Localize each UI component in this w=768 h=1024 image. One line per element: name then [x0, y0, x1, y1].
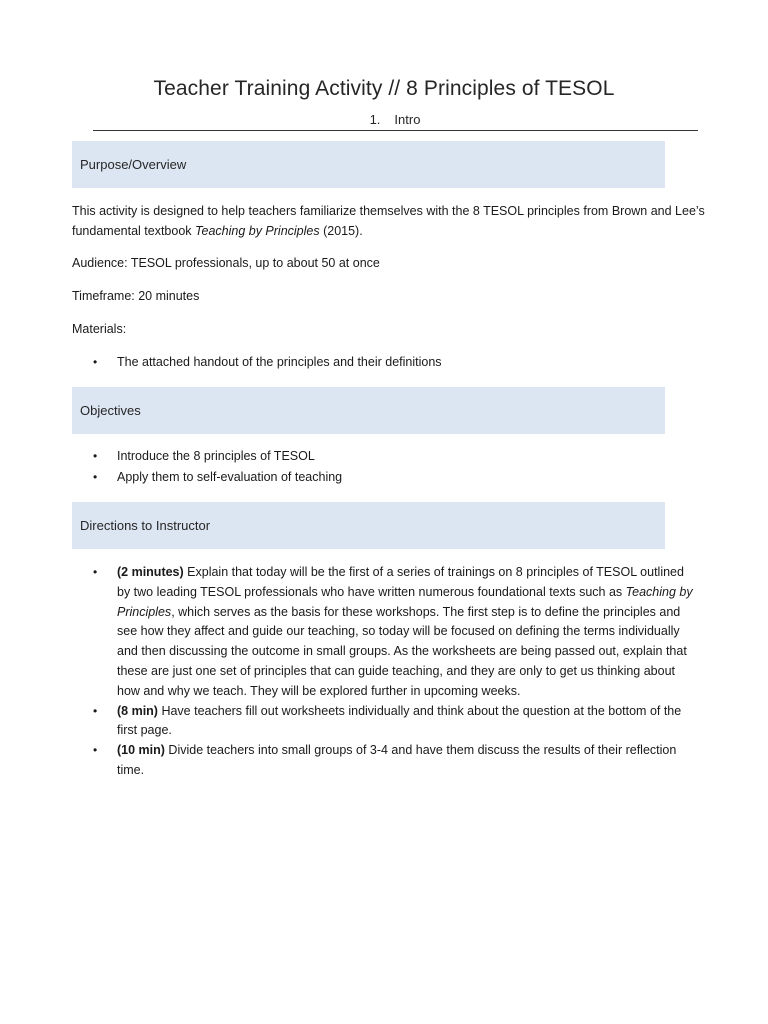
materials-label: Materials: [72, 322, 127, 336]
timeframe-text: Timeframe: 20 minutes [72, 289, 200, 303]
bullet-icon: • [93, 743, 98, 758]
directions-list [72, 563, 697, 781]
subtitle-text: Intro [394, 112, 421, 127]
title-divider [93, 130, 698, 131]
list-item-text: The attached handout of the principles and their definitions [117, 355, 442, 369]
book-title: Teaching by Principles [195, 223, 320, 238]
purpose-intro-text: This activity is designed to help teachers familiarize themselves with the 8 TESOL principles from Brown and Lee’s fundamental textbook [72, 204, 705, 238]
list-item [72, 741, 697, 781]
list-item-text: , which serves as the basis for these workshops. The first step is to define the principles and see how they affect and guide our teaching, so today will be focused on defining the terms individually and then discussing the outcome in small groups. As the worksheets are being passed out, explain that these are just one set of principles that can guide teaching, and they are only to get us thinking about how and why we teach. They will be explored further in upcoming weeks. [117, 604, 687, 698]
purpose-heading: Purpose/Overview [72, 141, 665, 188]
audience-text: Audience: TESOL professionals, up to about 50 at once [72, 256, 380, 270]
subtitle-number: 1. [369, 112, 381, 127]
materials-list [72, 353, 697, 374]
section-subtitle [0, 112, 768, 127]
bullet-icon: • [93, 469, 98, 484]
list-item [72, 468, 697, 488]
bullet-icon: • [93, 565, 98, 579]
time-label: (2 minutes) [117, 565, 184, 579]
list-item [72, 702, 697, 742]
bullet-icon: • [93, 703, 98, 718]
document-title: Teacher Training Activity // 8 Principles of TESOL [153, 77, 615, 100]
list-item [72, 563, 697, 702]
list-item-text: Introduce the 8 principles of TESOL [117, 449, 315, 463]
directions-heading: Directions to Instructor [72, 502, 665, 549]
list-item [72, 447, 697, 467]
time-label: (10 min) [117, 743, 165, 758]
purpose-intro-year: (2015). [319, 223, 363, 238]
purpose-intro [72, 202, 712, 241]
bullet-icon: • [93, 355, 98, 369]
list-item-text: Divide teachers into small groups of 3-4 and have them discuss the results of their reflection time. [117, 743, 677, 777]
objectives-heading: Objectives [72, 387, 665, 434]
list-item [72, 353, 697, 373]
time-label: (8 min) [117, 703, 158, 718]
list-item-text: Have teachers fill out worksheets individually and think about the question at the bottom of the first page. [117, 703, 682, 738]
bullet-icon: • [93, 449, 98, 463]
objectives-list [72, 447, 697, 489]
list-item-text: Explain that today will be the first of a series of trainings on 8 principles of TESOL outlined by two leading TESOL professionals who have written numerous foundational texts such as [117, 565, 684, 599]
book-title: Teaching by Principles [117, 584, 693, 619]
list-item-text: Apply them to self-evaluation of teaching [117, 469, 343, 484]
